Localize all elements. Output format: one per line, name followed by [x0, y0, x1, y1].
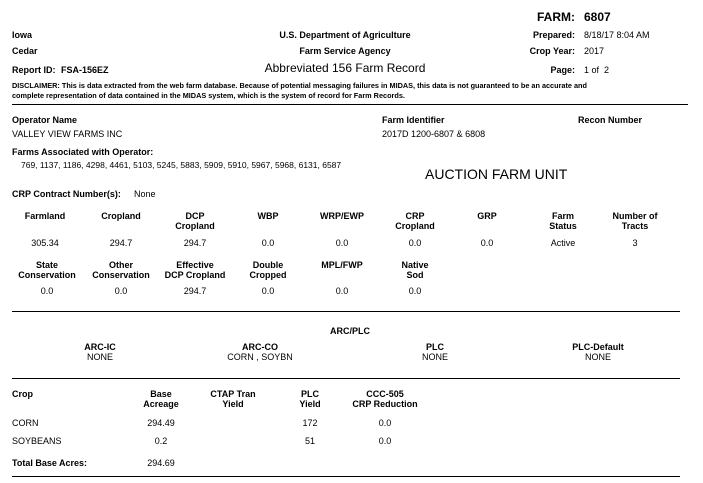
operator-name-value: VALLEY VIEW FARMS INC	[12, 129, 123, 139]
crop-row-ccc: 0.0	[378, 418, 392, 428]
agency-line-2: Farm Service Agency	[299, 46, 391, 56]
total-base-acres-label: Total Base Acres:	[12, 458, 88, 468]
land2-header: Effective DCP Cropland	[164, 260, 226, 280]
crop-row-plc: 172	[302, 418, 318, 428]
land1-value: 0.0	[335, 238, 349, 248]
land2-value: 0.0	[114, 286, 128, 296]
farm-identifier-label: Farm Identifier	[382, 115, 445, 125]
crop-column-header: Base Acreage	[143, 389, 179, 409]
crop-row-name: CORN	[12, 418, 39, 428]
land1-value: 305.34	[31, 238, 59, 248]
crop-year-value: 2017	[584, 46, 605, 56]
land1-value: Active	[550, 238, 576, 248]
land1-header: Cropland	[101, 211, 141, 221]
crop-column-header: Crop	[12, 389, 33, 399]
farm-identifier-value: 2017D 1200-6807 & 6808	[382, 129, 486, 139]
arcplc-title: ARC/PLC	[330, 326, 370, 336]
land1-header: GRP	[477, 211, 497, 221]
land2-header: Other Conservation	[92, 260, 150, 280]
land2-header: Double Cropped	[249, 260, 287, 280]
disclaimer-line-2: complete representation of data contained in the MIDAS system, which is the system of record for Farm Records.	[12, 91, 405, 100]
land2-value: 294.7	[183, 286, 207, 296]
land1-header: Farmland	[24, 211, 66, 221]
land1-header: CRP Cropland	[395, 211, 435, 231]
county-name: Cedar	[12, 46, 38, 56]
crop-year-label: Crop Year:	[529, 46, 575, 56]
arcplc-election: PLC NONE	[421, 342, 448, 362]
crop-column-header: CCC-505 CRP Reduction	[352, 389, 418, 409]
crop-column-header: CTAP Tran Yield	[210, 389, 256, 409]
land1-value: 3	[632, 238, 638, 248]
prepared-value: 8/18/17 8:04 AM	[584, 30, 650, 40]
land2-header: MPL/FWP	[321, 260, 363, 270]
report-id-value: FSA-156EZ	[61, 65, 109, 75]
land2-header: State Conservation	[18, 260, 76, 280]
crop-row-plc: 51	[304, 436, 315, 446]
prepared-label: Prepared:	[532, 30, 575, 40]
arcplc-election: ARC-IC NONE	[84, 342, 116, 362]
land1-header: DCP Cropland	[175, 211, 215, 231]
land2-value: 0.0	[40, 286, 54, 296]
crp-contract-label: CRP Contract Number(s):	[12, 189, 121, 199]
land1-header: Number of Tracts	[612, 211, 658, 231]
agency-line-1: U.S. Department of Agriculture	[279, 30, 411, 40]
recon-number-label: Recon Number	[578, 115, 643, 125]
land1-value: 294.7	[183, 238, 207, 248]
land2-value: 0.0	[261, 286, 275, 296]
total-base-acres-value: 294.69	[147, 458, 175, 468]
divider	[12, 104, 688, 105]
divider	[12, 311, 680, 312]
state-name: Iowa	[12, 30, 33, 40]
land1-value: 0.0	[480, 238, 494, 248]
report-id-label: Report ID:	[12, 65, 56, 75]
crop-column-header: PLC Yield	[299, 389, 321, 409]
disclaimer-line-1: DISCLAIMER: This is data extracted from the web farm database. Because of potential messaging failures in MIDAS, this data is not guaranteed to be an accurate and	[12, 81, 587, 90]
farm-label: FARM:	[537, 10, 575, 24]
land2-value: 0.0	[335, 286, 349, 296]
crop-row-base: 0.2	[154, 436, 168, 446]
crop-row-ccc: 0.0	[378, 436, 392, 446]
operator-name-label: Operator Name	[12, 115, 78, 125]
arcplc-election: ARC-CO CORN , SOYBN	[227, 342, 293, 362]
report-title: Abbreviated 156 Farm Record	[264, 61, 426, 75]
divider	[12, 378, 680, 379]
divider	[12, 476, 680, 477]
land1-value: 0.0	[261, 238, 275, 248]
page-value: 1 of 2	[584, 65, 610, 75]
crp-contract-value: None	[134, 189, 156, 199]
land1-header: Farm Status	[549, 211, 577, 231]
land1-value: 0.0	[408, 238, 422, 248]
crop-row-name: SOYBEANS	[12, 436, 62, 446]
arcplc-election: PLC-Default NONE	[572, 342, 624, 362]
page-label: Page:	[550, 65, 575, 75]
land1-value: 294.7	[109, 238, 133, 248]
land1-header: WRP/EWP	[320, 211, 364, 221]
auction-farm-unit: AUCTION FARM UNIT	[425, 166, 568, 182]
farms-associated-value: 769, 1137, 1186, 4298, 4461, 5103, 5245, 5883, 5909, 5910, 5967, 5968, 6131, 6587	[21, 160, 342, 170]
land2-header: Native Sod	[401, 260, 429, 280]
farm-number: 6807	[584, 10, 611, 24]
crop-row-base: 294.49	[147, 418, 175, 428]
land1-header: WBP	[257, 211, 279, 221]
farms-associated-label: Farms Associated with Operator:	[12, 147, 154, 157]
land2-value: 0.0	[408, 286, 422, 296]
